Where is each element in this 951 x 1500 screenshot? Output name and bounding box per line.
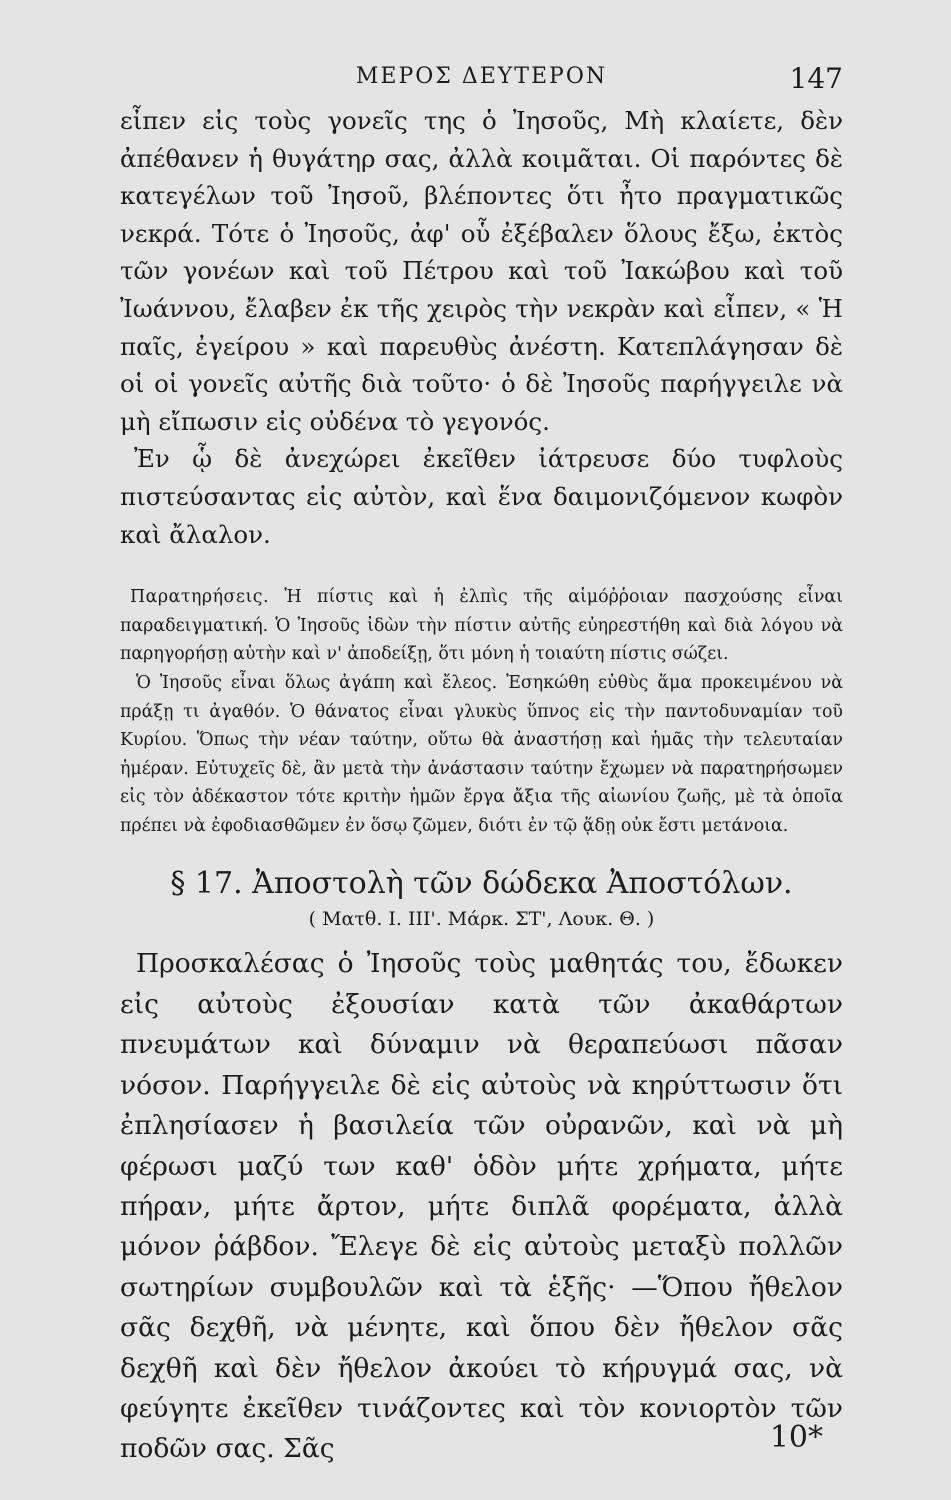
section-reference: ( Ματθ. Ι. ΙΙΙ'. Μάρκ. ΣΤ', Λουκ. Θ. )	[308, 908, 655, 931]
signature-mark: 10*	[769, 1420, 823, 1455]
notes-label: Παρατηρήσεις.	[130, 587, 270, 608]
body-paragraph-1: εἶπεν εἰς τοὺς γονεῖς της ὁ Ἰησοῦς, Μὴ κλαίετε, δὲν ἀπέθανεν ἡ θυγάτηρ σας, ἀλλὰ κοιμᾶται. Οἱ παρόντες δὲ κατεγέλων τοῦ Ἰησοῦ, βλέποντες ὅτι ἦτο πραγματικῶς νεκρά. Τότε ὁ Ἰησοῦς, ἀφ' οὗ ἐξέβαλεν ὅλους ἔξω, ἐκτὸς τῶν γονέων καὶ τοῦ Πέτρου καὶ τοῦ Ἰακώβου καὶ τοῦ Ἰωάννου, ἔλαβεν ἐκ τῆς χειρὸς τὴν νεκρὰν καὶ εἶπεν, « Ἡ παῖς, ἐγείρου » καὶ παρευθὺς ἀνέστη. Κατεπλάγησαν δὲ οἱ οἱ γονεῖς αὐτῆς διὰ τοῦτο· ὁ δὲ Ἰησοῦς παρήγγειλε νὰ μὴ εἴπωσιν εἰς οὐδένα τὸ γεγονός.	[120, 106, 843, 436]
notes-block	[120, 583, 843, 840]
running-title: ΜΕΡΟΣ ΔΕΥΤΕΡΟΝ	[355, 64, 608, 89]
page-number: 147	[789, 62, 843, 95]
note-1	[120, 583, 843, 669]
section-paragraph: Προσκαλέσας ὁ Ἰησοῦς τοὺς μαθητάς του, ἔδωκεν εἰς αὐτοὺς ἐξουσίαν κατὰ τῶν ἀκαθάρτων πνευμάτων καὶ δύναμιν νὰ θεραπεύωσι πᾶσαν νόσον. Παρήγγειλε δὲ εἰς αὐτοὺς νὰ κηρύττωσιν ὅτι ἐπλησίασεν ἡ βασιλεία τῶν οὐρανῶν, καὶ νὰ μὴ φέρωσι μαζύ των καθ' ὁδὸν μήτε χρήματα, μήτε πήραν, μήτε ἄρτον, μήτε διπλᾶ φορέματα, ἀλλὰ μόνον ῥάβδον. Ἔλεγε δὲ εἰς αὐτοὺς μεταξὺ πολλῶν σωτηρίων συμβουλῶν καὶ τὰ ἑξῆς· —Ὅπου ἤθελον σᾶς δεχθῆ, νὰ μένητε, καὶ ὅπου δὲν ἤθελον σᾶς δεχθῆ καὶ δὲν ἤθελον ἀκούει τὸ κήρυγμά σας, νὰ φεύγητε ἐκεῖθεν τινάζοντες καὶ τὸν κονιορτὸν τῶν ποδῶν σας. Σᾶς	[120, 948, 843, 1465]
section-heading: § 17. Ἀποστολὴ τῶν δώδεκα Ἀποστόλων.	[170, 866, 793, 902]
note-1-text: Ἡ πίστις καὶ ἡ ἐλπὶς τῆς αἱμόῤῥοιαν πασχούσης εἶναι παραδειγματική. Ὁ Ἰησοῦς ἰδὼν τὴν πίστιν αὐτῆς εὐηρεστήθη καὶ διὰ λόγου νὰ παρηγορήσῃ αὐτὴν καὶ ν' ἀποδείξῃ, ὅτι μόνη ἡ τοιαύτη πίστις σώζει.	[120, 587, 843, 665]
running-head	[120, 62, 843, 102]
note-2: Ὁ Ἰησοῦς εἶναι ὅλως ἀγάπη καὶ ἔλεος. Ἐσηκώθη εὐθὺς ἅμα προκειμένου νὰ πράξῃ τι ἀγαθόν. Ὁ θάνατος εἶναι γλυκὺς ὕπνος εἰς τὴν παντοδυναμίαν τοῦ Κυρίου. Ὅπως τὴν νέαν ταύτην, οὕτω θὰ ἀναστήσῃ καὶ ἡμᾶς τὴν τελευταίαν ἡμέραν. Εὐτυχεῖς δὲ, ἂν μετὰ τὴν ἀνάστασιν ταύτην ἔχωμεν νὰ παρατηρήσωμεν εἰς τὸν ἀδέκαστον τότε κριτὴν ἡμῶν ἔργα ἄξια τῆς αἰωνίου ζωῆς, μὲ τὰ ὁποῖα πρέπει νὰ ἐφοδιασθῶμεν ἐν ὅσῳ ζῶμεν, διότι ἐν τῷ ᾅδῃ οὐκ ἔστι μετάνοια.	[120, 672, 843, 836]
body-paragraph-2: Ἐν ᾧ δὲ ἀνεχώρει ἐκεῖθεν ἰάτρευσε δύο τυφλοὺς πιστεύσαντας εἰς αὐτὸν, καὶ ἕνα δαιμονιζόμενον κωφὸν καὶ ἄλαλον.	[120, 444, 843, 549]
